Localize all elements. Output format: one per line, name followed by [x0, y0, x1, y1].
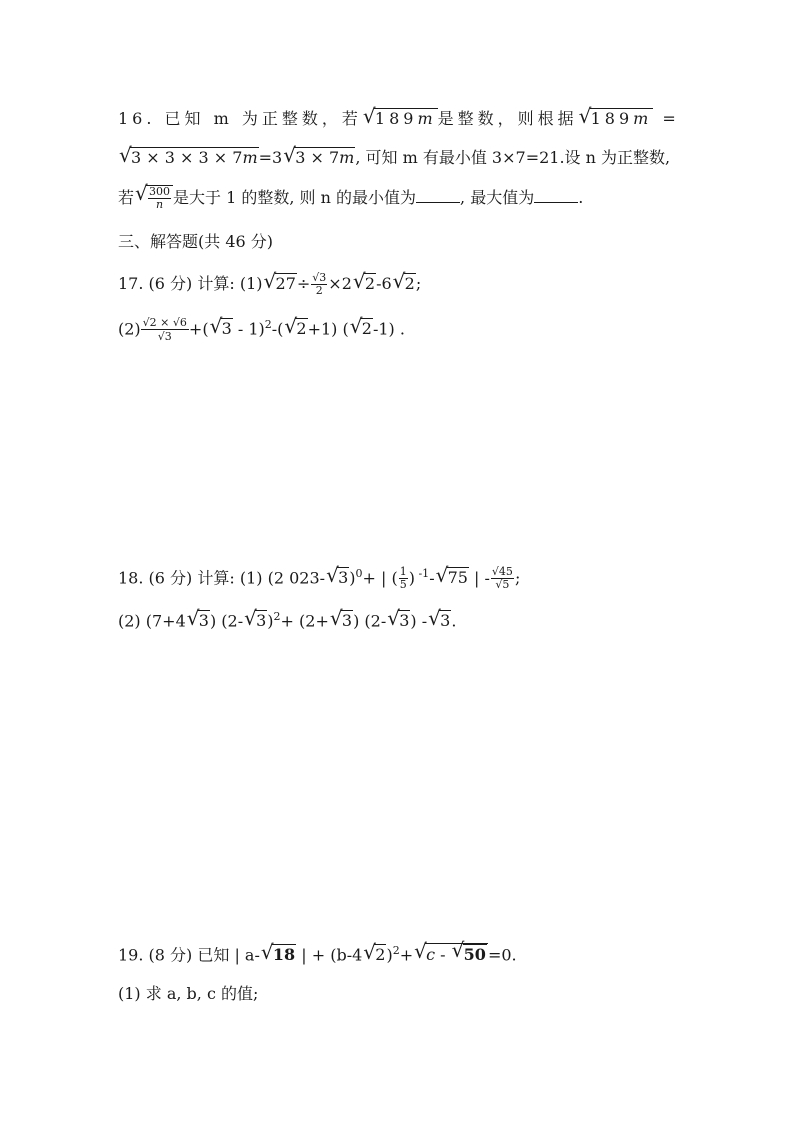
radical [244, 610, 267, 632]
section-title: 三、解答题(共 46 分) [118, 232, 274, 251]
radicand: 2 [404, 274, 415, 293]
expr-part: ) (2- [353, 611, 387, 631]
q17-line1 [118, 272, 421, 297]
minus-term: -6 [376, 274, 392, 293]
radical [414, 943, 488, 966]
exponent: 2 [273, 610, 281, 623]
answer-blank-min[interactable] [416, 188, 460, 203]
radicand: 3 [198, 611, 209, 631]
radicand: 75 [447, 568, 468, 588]
radical [387, 610, 410, 632]
q16-ruo: 若 [118, 188, 135, 207]
q18-head: 18. (6 分) 计算: (1) (2 023- [118, 568, 326, 588]
radicand-var: m [242, 148, 258, 167]
divide-sign: ÷ [296, 274, 311, 293]
expr-part: + [399, 945, 414, 965]
q17-line2 [118, 314, 405, 343]
semicolon: ; [415, 274, 422, 293]
q16-text-a: 16. 已知 m 为正整数，若 [118, 109, 362, 128]
q16-mid: =3 [258, 148, 283, 167]
q16-eq: = [653, 109, 680, 128]
denominator: 2 [315, 284, 323, 297]
radicand: 3 [221, 319, 232, 339]
fraction [491, 566, 514, 591]
radicand: 3 × 7 [295, 148, 340, 167]
q16-text-b: 是大于 1 的整数, 则 n 的最小值为 [173, 188, 417, 207]
radical [363, 108, 438, 130]
radical [436, 567, 469, 589]
radical [326, 567, 349, 589]
expr-part: | - [468, 568, 490, 588]
expr-part: ) [349, 568, 356, 588]
fraction [148, 186, 171, 211]
radicand-var: m [633, 109, 653, 128]
fraction [399, 566, 408, 591]
expr-part: ) [386, 945, 393, 965]
radical [187, 610, 210, 632]
radical [264, 273, 297, 295]
expr-part: - 1) [232, 319, 265, 339]
q16-tail: , 可知 m 有最小值 3×7=21.设 n 为正整数, [355, 148, 671, 167]
expr-part: + | ( [362, 568, 398, 588]
radicand-var: m [417, 109, 437, 128]
denominator: √5 [495, 578, 510, 592]
numerator: √3 [312, 271, 327, 284]
radical [284, 318, 307, 340]
radical [119, 147, 259, 169]
q16-line1 [118, 108, 680, 130]
period: . [578, 188, 584, 207]
expr-part: | + (b-4 [296, 945, 363, 965]
q19-sub1: (1) 求 a, b, c 的值; [118, 984, 259, 1003]
fraction [141, 316, 189, 343]
semicolon: ; [514, 568, 521, 588]
radical-fraction [135, 185, 173, 211]
expr-part: ) (2- [209, 611, 244, 631]
numerator: √ 300 [149, 185, 171, 198]
expr-part: -1) . [372, 319, 405, 339]
radicand-var: m [339, 148, 355, 167]
q19-head: 19. (8 分) 已知 | a- [118, 945, 260, 965]
radicand: 2 [361, 319, 372, 339]
radical [210, 318, 233, 340]
radical [350, 318, 373, 340]
q18-line2 [118, 606, 456, 632]
expr-part: ) [408, 568, 415, 588]
exponent: 2 [264, 318, 272, 331]
radicand: 3 [338, 568, 349, 588]
radicand: 3 [399, 611, 410, 631]
radical [283, 147, 355, 169]
radicand-var: c [426, 945, 436, 965]
radicand: 18 [272, 945, 296, 965]
exponent: 0 [355, 567, 363, 580]
numerator: √45 [491, 565, 513, 579]
q19-line1 [118, 940, 517, 966]
denominator: √3 [157, 330, 172, 344]
denominator: n [155, 198, 164, 211]
expr-part: (2) (7+4 [118, 611, 186, 631]
expr-part: ) [267, 611, 274, 631]
q16-line3 [118, 185, 583, 211]
q18-line1 [118, 563, 520, 591]
q16-text-c: , 最大值为 [460, 188, 535, 207]
radicand: 2 [364, 274, 376, 293]
expr-part: =0. [487, 945, 517, 965]
radical [261, 944, 296, 966]
radicand: 27 [275, 274, 296, 293]
exponent: -1 [414, 567, 430, 580]
radical [579, 108, 654, 130]
radicand: 50 [463, 945, 486, 965]
radicand: 3 [256, 611, 267, 631]
radical [428, 610, 451, 632]
radicand: 2 [296, 319, 307, 339]
radicand: 2 [375, 945, 386, 965]
numerator: √2 × √6 [142, 316, 187, 330]
radicand: 189 [590, 109, 634, 128]
expr-part: +1) ( [307, 319, 349, 339]
expr-part: - [429, 568, 435, 588]
denominator: 5 [399, 578, 407, 592]
radical [363, 944, 386, 966]
answer-blank-max[interactable] [534, 188, 578, 203]
expr-part: -( [271, 319, 284, 339]
expr-part: ) - [410, 611, 428, 631]
q17-head: 17. (6 分) 计算: (1) [118, 274, 263, 293]
q16-line2 [118, 147, 670, 169]
q16-text-b: 是整数，则根据 [437, 109, 578, 128]
radical [330, 610, 353, 632]
radicand: 3 × 3 × 3 × 7 [131, 148, 243, 167]
multiply-term: ×2 [328, 274, 352, 293]
numerator: 1 [399, 565, 407, 579]
expr-part: +( [188, 319, 209, 339]
radical [353, 273, 376, 295]
exponent: 2 [392, 944, 400, 957]
radicand: 3 [341, 611, 353, 631]
expr-part: + (2+ [280, 611, 329, 631]
radicand: 189 [374, 109, 418, 128]
radicand: 3 [440, 611, 451, 631]
period: . [451, 611, 457, 631]
part-label: (2) [118, 319, 141, 339]
fraction [311, 272, 327, 297]
minus: - [435, 945, 451, 965]
radical [393, 273, 416, 295]
inner-radical [452, 944, 487, 964]
